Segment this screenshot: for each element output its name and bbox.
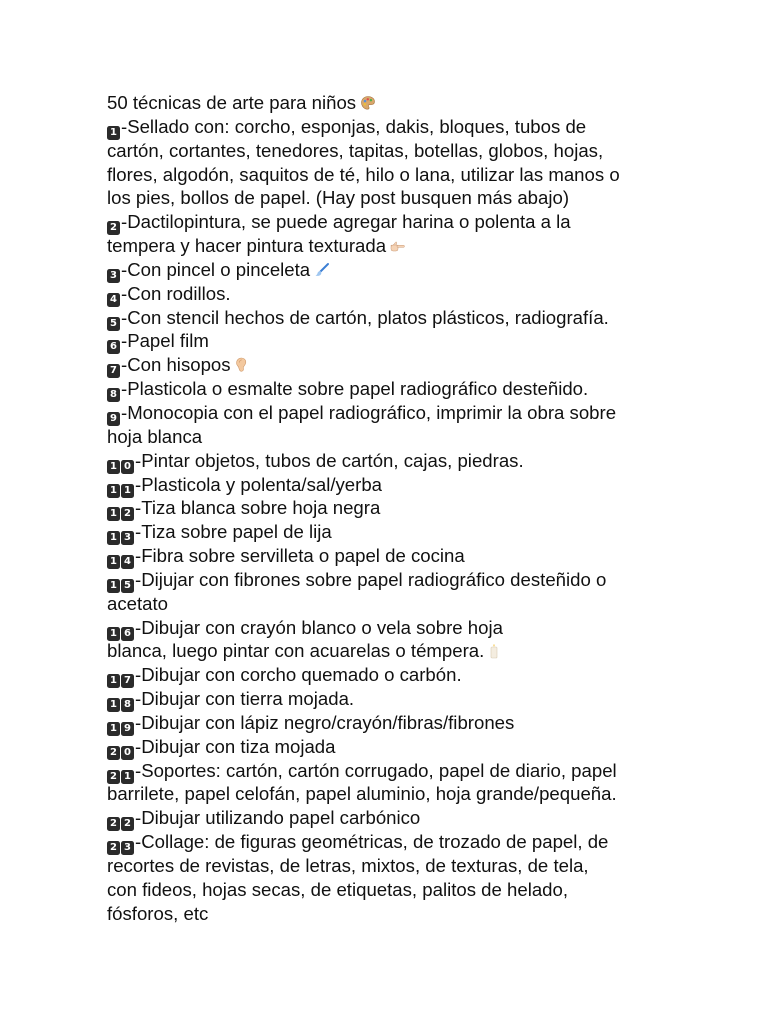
keycap-digit-icon: 2 [121, 817, 134, 831]
keycap-digit-icon: 2 [107, 221, 120, 235]
technique-list [107, 115, 667, 926]
item-text: -Fibra sobre servilleta o papel de cocina [135, 545, 465, 567]
item-text: -Plasticola y polenta/sal/yerba [135, 473, 383, 495]
keycap-digit-icon: 2 [107, 746, 120, 760]
list-item-continuation [107, 186, 667, 210]
keycap-digit-icon: 1 [107, 460, 120, 474]
item-text: tempera y hacer pintura texturada [107, 235, 387, 257]
document-title [107, 91, 667, 115]
item-text: flores, algodón, saquitos de té, hilo o lana, utilizar las manos o [107, 163, 620, 185]
keycap-digit-icon: 2 [107, 770, 120, 784]
item-text: -Con hisopos [121, 354, 231, 376]
item-text: -Sellado con: corcho, esponjas, dakis, bloques, tubos de [121, 115, 587, 137]
item-number-badge [107, 722, 135, 736]
keycap-digit-icon: 6 [121, 627, 134, 641]
item-number-badge [107, 698, 135, 712]
keycap-digit-icon: 7 [121, 674, 134, 688]
item-text: -Dibujar con lápiz negro/crayón/fibras/fibrones [135, 711, 515, 733]
item-text: -Monocopia con el papel radiográfico, imprimir la obra sobre [121, 401, 617, 423]
keycap-digit-icon: 1 [107, 627, 120, 641]
list-item [107, 258, 667, 282]
keycap-digit-icon: 1 [121, 484, 134, 498]
list-item [107, 329, 667, 353]
list-item-continuation [107, 234, 667, 258]
keycap-digit-icon: 5 [121, 579, 134, 593]
item-text: -Plasticola o esmalte sobre papel radiográfico desteñido. [121, 378, 589, 400]
keycap-digit-icon: 3 [121, 531, 134, 545]
keycap-digit-icon: 1 [107, 484, 120, 498]
item-number-badge [107, 579, 135, 593]
list-item [107, 711, 667, 735]
list-item-continuation [107, 878, 667, 902]
keycap-digit-icon: 8 [121, 698, 134, 712]
keycap-digit-icon: 9 [121, 722, 134, 736]
list-item [107, 115, 667, 139]
keycap-digit-icon: 0 [121, 460, 134, 474]
item-text: -Dijujar con fibrones sobre papel radiográfico desteñido o [135, 568, 607, 590]
keycap-digit-icon: 1 [107, 507, 120, 521]
item-text: cartón, cortantes, tenedores, tapitas, botellas, globos, hojas, [107, 139, 604, 161]
keycap-digit-icon: 2 [121, 507, 134, 521]
list-item [107, 449, 667, 473]
title-text: 50 técnicas de arte para niños [107, 92, 357, 113]
item-text: -Dibujar con tierra mojada. [135, 688, 355, 710]
keycap-digit-icon: 1 [107, 579, 120, 593]
keycap-digit-icon: 4 [107, 293, 120, 307]
keycap-digit-icon: 9 [107, 412, 120, 426]
list-item-continuation [107, 639, 667, 663]
keycap-digit-icon: 1 [107, 531, 120, 545]
item-text: -Dactilopintura, se puede agregar harina o polenta a la [121, 211, 571, 233]
item-text: -Tiza sobre papel de lija [135, 521, 332, 543]
document-body [107, 91, 667, 926]
item-number-badge [107, 412, 121, 426]
item-text: -Con pincel o pinceleta [121, 258, 311, 280]
item-text: hoja blanca [107, 425, 203, 447]
item-text: fósforos, etc [107, 902, 209, 924]
item-text: blanca, luego pintar con acuarelas o témpera. [107, 640, 485, 662]
item-text: acetato [107, 592, 168, 614]
keycap-digit-icon: 3 [107, 269, 120, 283]
item-text: -Dibujar con tiza mojada [135, 735, 336, 757]
list-item [107, 568, 667, 592]
list-item-continuation [107, 139, 667, 163]
item-number-badge [107, 746, 135, 760]
list-item [107, 687, 667, 711]
list-item [107, 282, 667, 306]
keycap-digit-icon: 8 [107, 388, 120, 402]
list-item [107, 616, 667, 640]
keycap-digit-icon: 2 [107, 841, 120, 855]
keycap-digit-icon: 1 [121, 770, 134, 784]
list-item-continuation [107, 902, 667, 926]
keycap-digit-icon: 1 [107, 126, 120, 140]
keycap-digit-icon: 1 [107, 698, 120, 712]
list-item [107, 544, 667, 568]
item-text: -Dibujar con corcho quemado o carbón. [135, 664, 462, 686]
keycap-digit-icon: 7 [107, 364, 120, 378]
list-item [107, 663, 667, 687]
keycap-digit-icon: 0 [121, 746, 134, 760]
keycap-digit-icon: 1 [107, 722, 120, 736]
keycap-digit-icon: 1 [107, 674, 120, 688]
item-text: -Collage: de figuras geométricas, de trozado de papel, de [135, 831, 609, 853]
item-text: con fideos, hojas secas, de etiquetas, palitos de helado, [107, 878, 569, 900]
item-text: -Con rodillos. [121, 282, 231, 304]
list-item [107, 496, 667, 520]
list-item-continuation [107, 854, 667, 878]
ear-icon [235, 355, 247, 379]
item-text: los pies, bollos de papel. (Hay post busquen más abajo) [107, 187, 570, 209]
item-text: recortes de revistas, de letras, mixtos, de texturas, de tela, [107, 855, 589, 876]
list-item-continuation [107, 163, 667, 187]
list-item-continuation [107, 782, 667, 806]
keycap-digit-icon: 4 [121, 555, 134, 569]
list-item [107, 377, 667, 401]
paintbrush-icon [314, 260, 330, 284]
item-number-badge [107, 460, 135, 474]
item-number-badge [107, 555, 135, 569]
list-item-continuation [107, 592, 667, 616]
list-item [107, 520, 667, 544]
list-item [107, 210, 667, 234]
list-item [107, 353, 667, 377]
pointing-hand-icon [390, 236, 406, 260]
item-text: -Soportes: cartón, cartón corrugado, papel de diario, papel [135, 759, 617, 781]
item-number-badge [107, 269, 121, 283]
item-text: -Papel film [121, 330, 209, 352]
keycap-digit-icon: 6 [107, 340, 120, 354]
list-item [107, 830, 667, 854]
list-item [107, 806, 667, 830]
palette-icon [360, 93, 376, 117]
candle-icon [488, 641, 500, 665]
list-item [107, 735, 667, 759]
list-item [107, 401, 667, 425]
list-item [107, 759, 667, 783]
keycap-digit-icon: 1 [107, 555, 120, 569]
keycap-digit-icon: 3 [121, 841, 134, 855]
keycap-digit-icon: 5 [107, 317, 120, 331]
item-text: -Dibujar con crayón blanco o vela sobre hoja [135, 616, 503, 638]
item-text: -Dibujar utilizando papel carbónico [135, 807, 421, 829]
item-text: -Tiza blanca sobre hoja negra [135, 497, 381, 519]
keycap-digit-icon: 2 [107, 817, 120, 831]
list-item [107, 473, 667, 497]
item-text: -Con stencil hechos de cartón, platos plásticos, radiografía. [121, 306, 609, 328]
item-number-badge [107, 293, 121, 307]
item-number-badge [107, 126, 121, 140]
item-text: barrilete, papel celofán, papel aluminio, hoja grande/pequeña. [107, 783, 617, 805]
list-item [107, 306, 667, 330]
item-text: -Pintar objetos, tubos de cartón, cajas, piedras. [135, 449, 524, 471]
list-item-continuation [107, 425, 667, 449]
